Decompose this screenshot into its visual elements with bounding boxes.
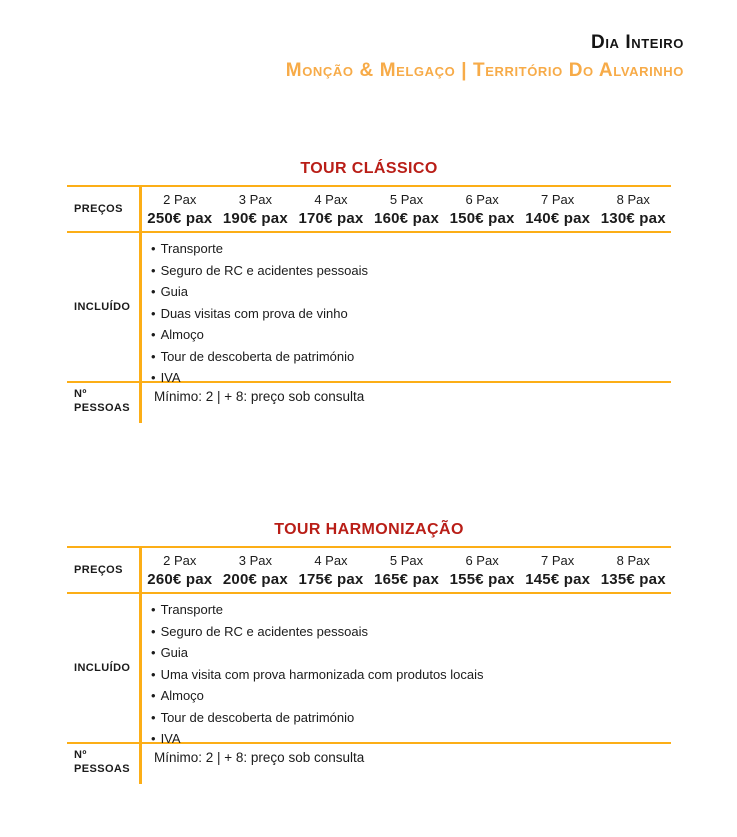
price-columns xyxy=(142,548,671,592)
included-item-text: Guia xyxy=(160,645,189,661)
price-column xyxy=(293,548,369,592)
prices-row-label: PREÇOS xyxy=(67,548,142,592)
included-row-label: INCLUÍDO xyxy=(67,233,142,381)
pax-price: 190€ pax xyxy=(222,210,288,227)
pax-count: 6 Pax xyxy=(465,553,499,568)
bullet-icon: • xyxy=(151,688,156,704)
people-row-value: Mínimo: 2 | + 8: preço sob consulta xyxy=(154,389,365,404)
included-item-text: Duas visitas com prova de vinho xyxy=(160,305,348,321)
price-column xyxy=(444,548,520,592)
bullet-icon: • xyxy=(151,709,156,725)
included-row xyxy=(67,594,671,747)
pax-count: 3 Pax xyxy=(238,192,272,207)
page-subtitle: Monção & Melgaço | Território Do Alvarinho xyxy=(285,60,684,81)
pax-price: 200€ pax xyxy=(222,571,288,588)
included-item-text: Transporte xyxy=(160,241,223,257)
tour-classico-section xyxy=(67,159,671,423)
included-row xyxy=(67,233,671,386)
price-column xyxy=(293,187,369,231)
bullet-icon: • xyxy=(151,645,156,661)
price-column xyxy=(369,187,445,231)
people-row-label: Nº PESSOAS xyxy=(67,383,142,423)
price-column xyxy=(520,548,596,592)
bullet-icon: • xyxy=(151,262,156,278)
bullet-icon: • xyxy=(151,348,156,364)
price-column xyxy=(369,548,445,592)
pax-price: 160€ pax xyxy=(374,210,440,227)
pax-price: 175€ pax xyxy=(298,571,364,588)
included-item xyxy=(151,707,671,729)
pax-count: 4 Pax xyxy=(314,192,348,207)
tour-harmonizacao-section xyxy=(67,520,671,784)
included-item-text: Tour de descoberta de património xyxy=(160,709,355,725)
pax-count: 7 Pax xyxy=(541,192,575,207)
included-item xyxy=(151,260,671,282)
people-row-label: Nº PESSOAS xyxy=(67,744,142,784)
pax-price: 150€ pax xyxy=(449,210,515,227)
bullet-icon: • xyxy=(151,666,156,682)
pax-count: 6 Pax xyxy=(465,192,499,207)
page-title: Dia Inteiro xyxy=(591,32,684,53)
prices-row-label: PREÇOS xyxy=(67,187,142,231)
included-item xyxy=(151,685,671,707)
included-item xyxy=(151,346,671,368)
included-item xyxy=(151,599,671,621)
bullet-icon: • xyxy=(151,623,156,639)
prices-row xyxy=(67,548,671,594)
people-row xyxy=(67,383,671,423)
pax-count: 2 Pax xyxy=(163,553,197,568)
pax-count: 7 Pax xyxy=(541,553,575,568)
price-column xyxy=(595,187,671,231)
included-item-text: Almoço xyxy=(160,327,204,343)
pax-count: 8 Pax xyxy=(616,192,650,207)
included-item-text: Tour de descoberta de património xyxy=(160,348,355,364)
included-item xyxy=(151,664,671,686)
pax-price: 165€ pax xyxy=(374,571,440,588)
price-column xyxy=(218,548,294,592)
people-row-value: Mínimo: 2 | + 8: preço sob consulta xyxy=(154,750,365,765)
document-header xyxy=(0,0,737,82)
pax-price: 140€ pax xyxy=(525,210,591,227)
tour-classico-title: TOUR CLÁSSICO xyxy=(300,160,438,177)
included-list xyxy=(142,594,671,747)
pax-count: 5 Pax xyxy=(389,553,424,568)
tour-classico-table xyxy=(67,185,671,423)
included-item-text: IVA xyxy=(160,370,181,386)
bullet-icon: • xyxy=(151,731,156,747)
included-item xyxy=(151,621,671,643)
bullet-icon: • xyxy=(151,370,156,386)
included-item-text: Transporte xyxy=(160,602,223,618)
included-item-text: Almoço xyxy=(160,688,204,704)
bullet-icon: • xyxy=(151,241,156,257)
tour-harmonizacao-title: TOUR HARMONIZAÇÃO xyxy=(274,521,464,538)
pax-price: 250€ pax xyxy=(147,210,213,227)
price-column xyxy=(142,548,218,592)
price-column xyxy=(595,548,671,592)
included-item xyxy=(151,303,671,325)
pax-count: 2 Pax xyxy=(163,192,197,207)
included-item xyxy=(151,238,671,260)
included-item-text: Seguro de RC e acidentes pessoais xyxy=(160,623,368,639)
included-item-text: Seguro de RC e acidentes pessoais xyxy=(160,262,368,278)
price-column xyxy=(142,187,218,231)
price-column xyxy=(444,187,520,231)
prices-row xyxy=(67,187,671,233)
pax-count: 8 Pax xyxy=(616,553,650,568)
included-row-label: INCLUÍDO xyxy=(67,594,142,742)
people-row xyxy=(67,744,671,784)
pax-price: 170€ pax xyxy=(298,210,364,227)
included-item-text: Uma visita com prova harmonizada com produtos locais xyxy=(160,666,484,682)
pax-count: 5 Pax xyxy=(389,192,424,207)
price-column xyxy=(520,187,596,231)
included-list xyxy=(142,233,671,386)
bullet-icon: • xyxy=(151,327,156,343)
bullet-icon: • xyxy=(151,602,156,618)
pax-price: 145€ pax xyxy=(525,571,591,588)
pax-count: 3 Pax xyxy=(238,553,272,568)
pax-price: 155€ pax xyxy=(449,571,515,588)
included-item-text: Guia xyxy=(160,284,189,300)
included-item xyxy=(151,324,671,346)
included-item xyxy=(151,642,671,664)
bullet-icon: • xyxy=(151,305,156,321)
bullet-icon: • xyxy=(151,284,156,300)
price-column xyxy=(218,187,294,231)
pax-price: 135€ pax xyxy=(600,571,666,588)
tour-harmonizacao-table xyxy=(67,546,671,784)
price-columns xyxy=(142,187,671,231)
included-item xyxy=(151,281,671,303)
pax-count: 4 Pax xyxy=(314,553,348,568)
included-item-text: IVA xyxy=(160,731,181,747)
pax-price: 130€ pax xyxy=(600,210,666,227)
pax-price: 260€ pax xyxy=(147,571,213,588)
